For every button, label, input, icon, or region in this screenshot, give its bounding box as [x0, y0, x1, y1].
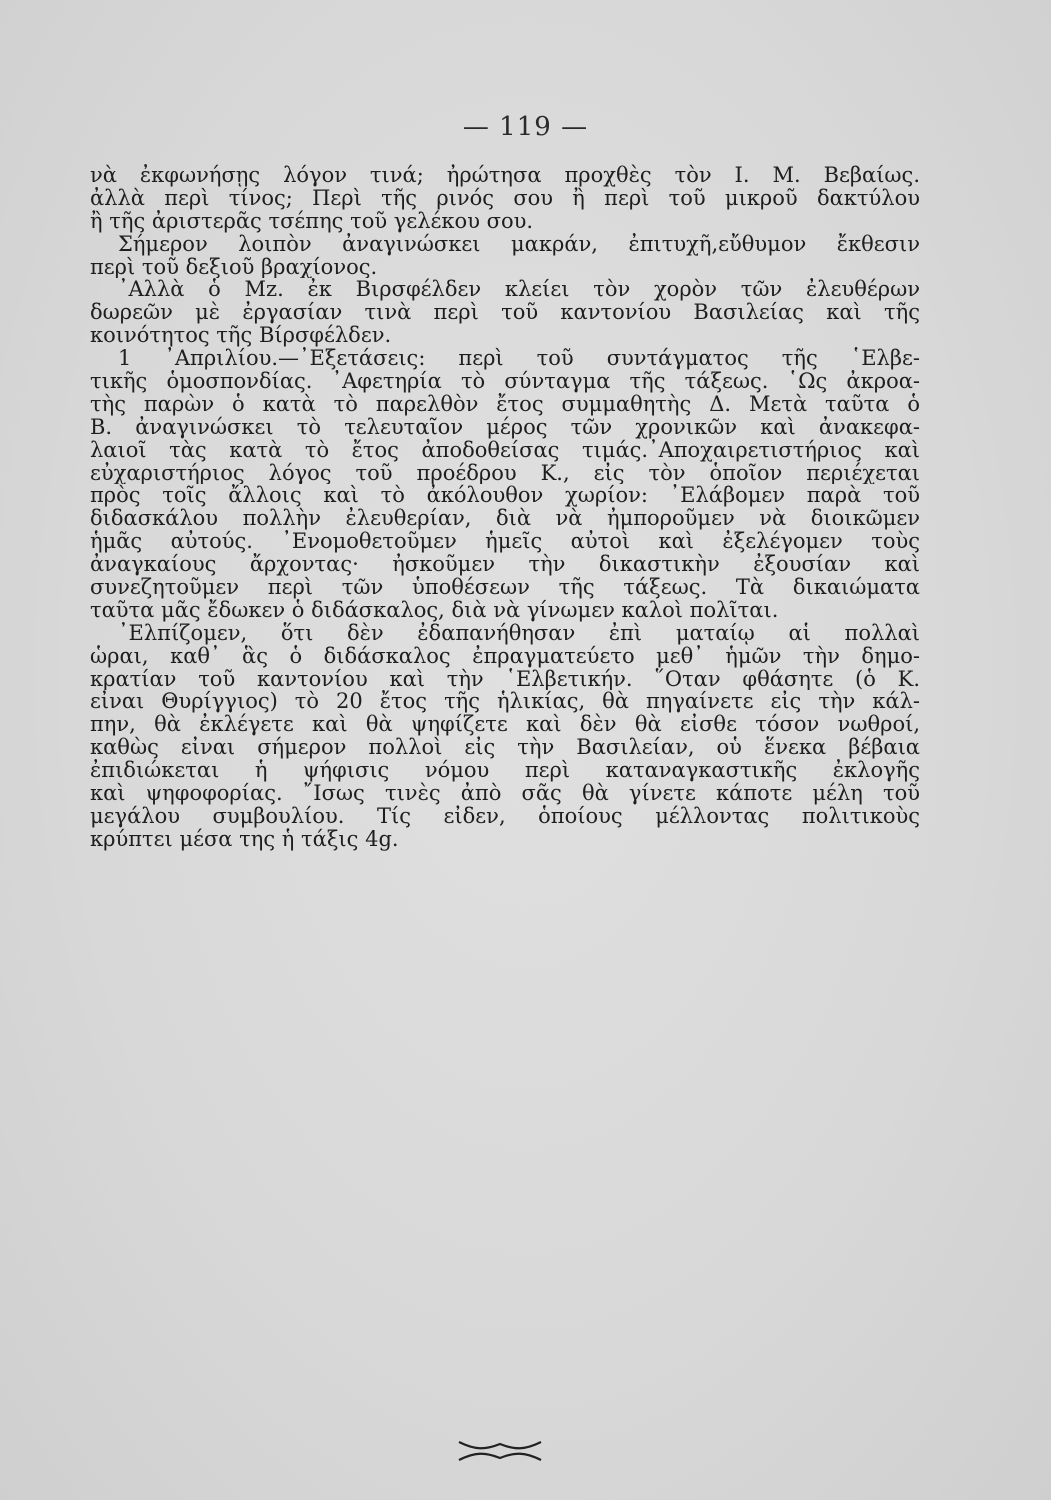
text-line: ἢ τῆς ἀριστερᾶς τσέπης τοῦ γελέκου σου.	[90, 209, 534, 233]
text-line: ἀλλὰ περὶ τίνος; Περὶ τῆς ρινός σου ἢ περὶ τοῦ μικροῦ δακτύλου	[90, 186, 920, 210]
text-line: δωρεῶν μὲ ἐργασίαν τινὰ περὶ τοῦ καντονίου Βασιλείας καὶ τῆς	[90, 301, 920, 325]
text-line: καθὼς εἶναι σήμερον πολλοὶ εἰς τὴν Βασιλείαν, οὗ ἕνεκα βέβαια	[90, 736, 920, 760]
text-line: ᾿Αλλὰ ὁ Μz. ἐκ Βιρσφέλδεν κλείει τὸν χορὸν τῶν ἐλευθέρων	[118, 278, 920, 302]
text-line: νὰ ἐκφωνήσῃς λόγον τινά; ἠρώτησα προχθὲς τὸν Ι. Μ. Βεβαίως.	[90, 164, 920, 187]
body-text	[90, 164, 920, 851]
text-line: Σήμερον λοιπὸν ἀναγινώσκει μακράν, ἐπιτυχῆ,εὔθυμον ἔκθεσιν	[118, 232, 920, 256]
text-line: ἐπιδιώκεται ἡ ψήφισις νόμου περὶ καταναγκαστικῆς ἐκλογῆς	[90, 759, 920, 783]
text-line: ἀναγκαίους ἄρχοντας· ἠσκοῦμεν τὴν δικαστικὴν ἐξουσίαν καὶ	[90, 553, 920, 577]
text-line: κρατίαν τοῦ καντονίου καὶ τὴν ῾Ελβετικήν. ῞Οταν φθάσητε (ὁ Κ.	[90, 667, 920, 691]
text-line: ᾿Ελπίζομεν, ὅτι δὲν ἐδαπανήθησαν ἐπὶ ματαίῳ αἱ πολλαὶ	[118, 621, 920, 645]
text-line: κρύπτει μέσα της ἡ τάξις 4g.	[90, 827, 399, 851]
text-line: εἶναι Θυρίγγιος) τὸ 20 ἔτος τῆς ἡλικίας, θὰ πηγαίνετε εἰς τὴν κάλ-	[90, 690, 920, 714]
text-line: συνεζητοῦμεν περὶ τῶν ὑποθέσεων τῆς τάξεως. Τὰ δικαιώματα	[90, 576, 920, 599]
text-line: πρὸς τοῖς ἄλλοις καὶ τὸ ἀκόλουθον χωρίον: ᾿Ελάβομεν παρὰ τοῦ	[90, 484, 920, 508]
text-line: πην, θὰ ἐκλέγετε καὶ θὰ ψηφίζετε καὶ δὲν θὰ εἶσθε τόσον νωθροί,	[90, 713, 920, 737]
text-line: περὶ τοῦ δεξιοῦ βραχίονος.	[90, 255, 378, 279]
text-line: μεγάλου συμβουλίου. Τίς εἶδεν, ὁποίους μέλλοντας πολιτικοὺς	[90, 804, 920, 828]
text-line: ταῦτα μᾶς ἔδωκεν ὁ διδάσκαλος, διὰ νὰ γίνωμεν καλοὶ πολῖται.	[90, 598, 779, 622]
text-line: ὧραι, καθ᾿ ἃς ὁ διδάσκαλος ἐπραγματεύετο μεθ᾿ ἡμῶν τὴν δημο-	[90, 644, 920, 668]
text-line: Β. ἀναγινώσκει τὸ τελευταῖον μέρος τῶν χρονικῶν καὶ ἀνακεφα-	[90, 415, 920, 439]
text-line: τικῆς ὁμοσπονδίας. ᾿Αφετηρία τὸ σύνταγμα τῆς τάξεως. ῾Ως ἀκροα-	[90, 370, 920, 393]
double-swash-ornament-icon	[455, 1436, 545, 1466]
text-line: καὶ ψηφοφορίας. ῎Ισως τινὲς ἀπὸ σᾶς θὰ γίνετε κάποτε μέλη τοῦ	[90, 782, 920, 805]
text-line: 1 ᾿Απριλίου.—᾿Εξετάσεις: περὶ τοῦ συντάγματος τῆς ῾Ελβε-	[118, 347, 920, 371]
page-number: — 119 —	[462, 112, 589, 142]
text-line: λαιοῖ τὰς κατὰ τὸ ἔτος ἀποδοθείσας τιμάς.᾿Αποχαιρετιστήριος καὶ	[90, 438, 920, 462]
text-line: ἡμᾶς αὐτούς. ᾿Ενομοθετοῦμεν ἡμεῖς αὐτοὶ καὶ ἐξελέγομεν τοὺς	[90, 530, 920, 554]
text-line: διδασκάλου πολλὴν ἐλευθερίαν, διὰ νὰ ἠμποροῦμεν νὰ διοικῶμεν	[90, 507, 920, 531]
text-line: εὐχαριστήριος λόγος τοῦ προέδρου Κ., εἰς τὸν ὁποῖον περιέχεται	[90, 461, 920, 485]
text-line: κοινότητος τῆς Βίρσφέλδεν.	[90, 324, 392, 348]
text-line: τὴς παρὼν ὁ κατὰ τὸ παρελθὸν ἔτος συμμαθητὴς Δ. Μετὰ ταῦτα ὁ	[90, 392, 920, 416]
